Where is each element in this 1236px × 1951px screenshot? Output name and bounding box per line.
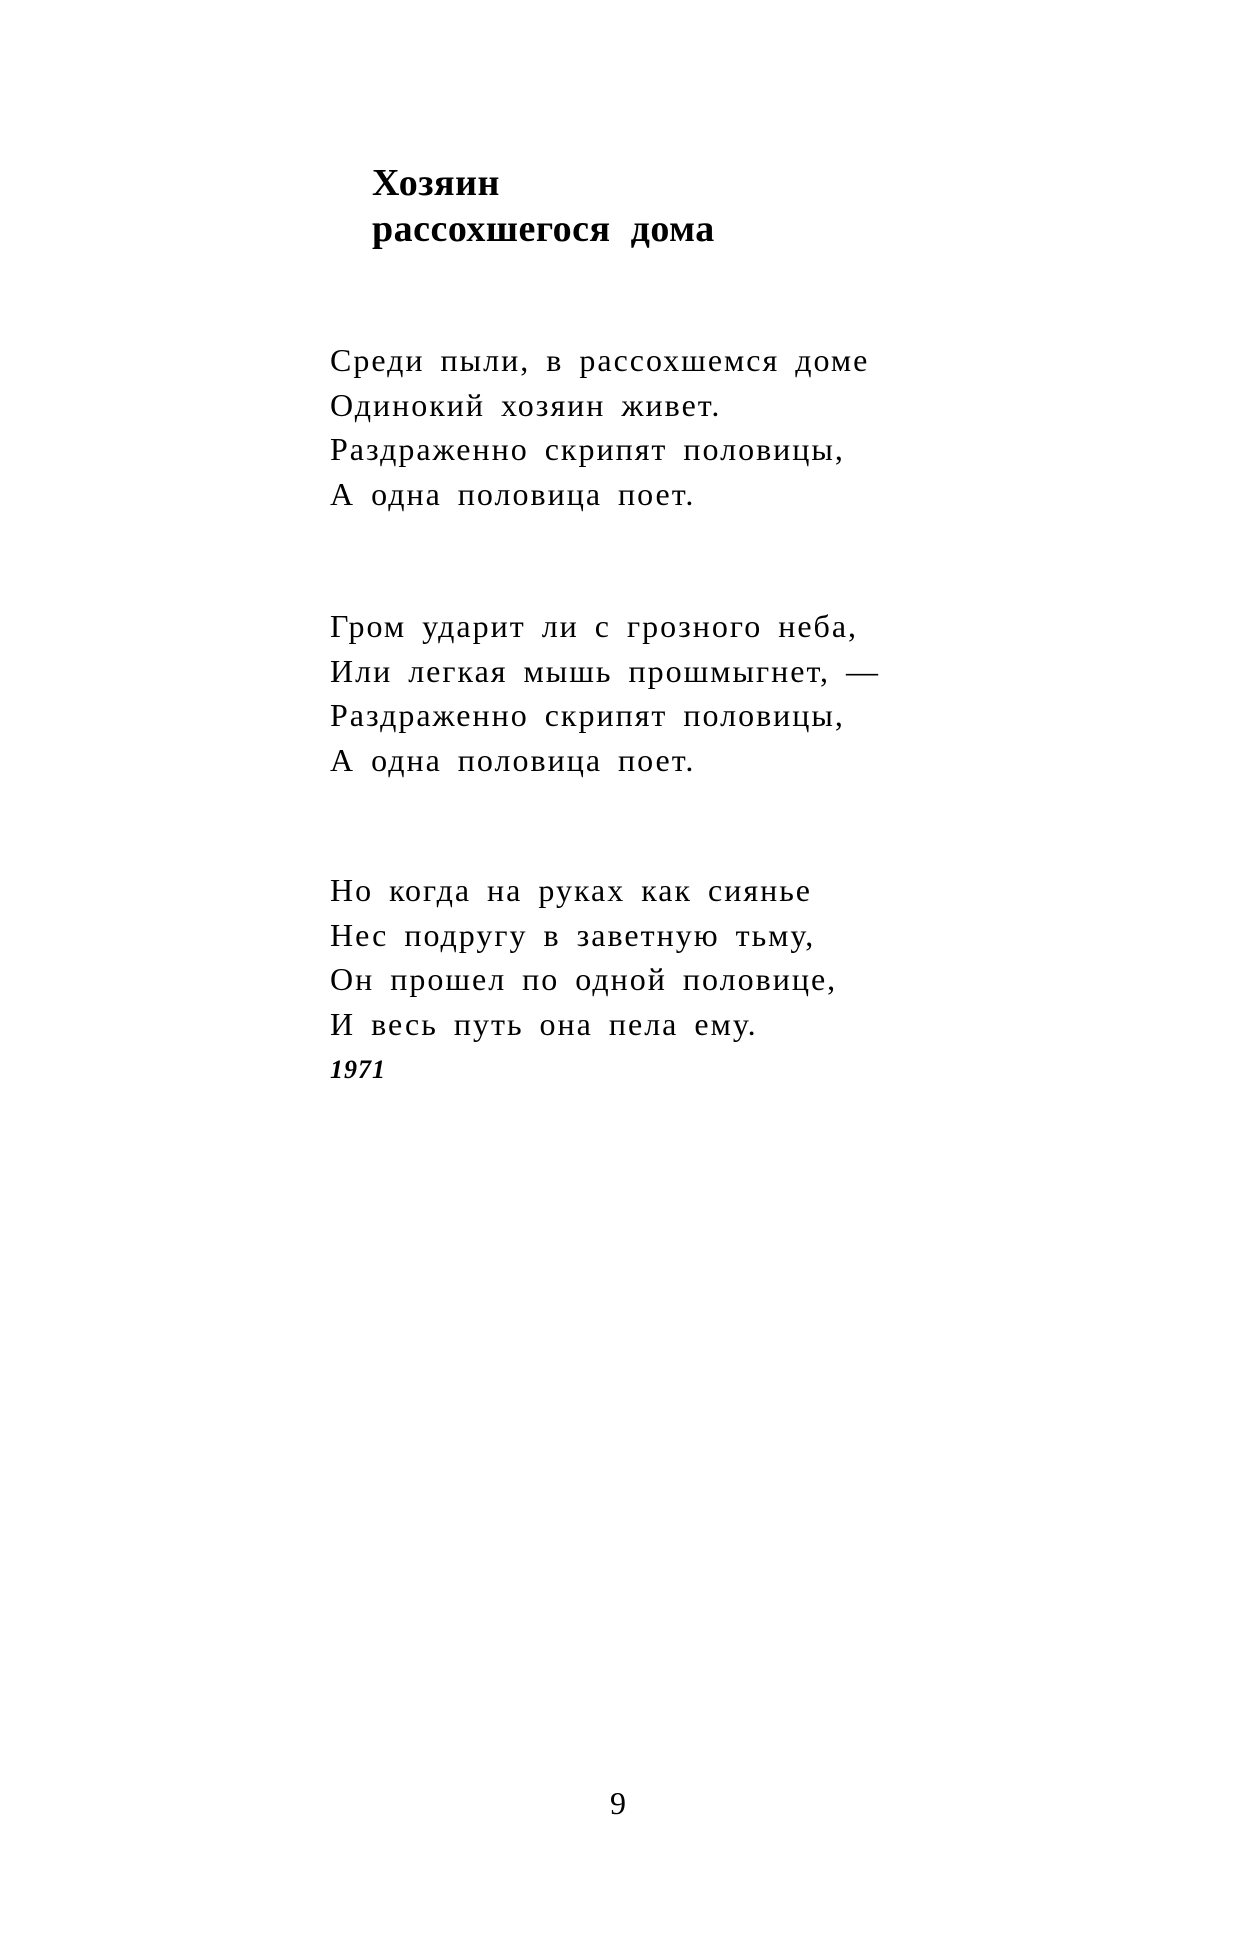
stanza-3 <box>330 868 837 1046</box>
stanza-2-line-3: Раздраженно скрипят половицы, <box>330 697 845 733</box>
poem-title-line-2: рассохшегося дома <box>372 208 715 250</box>
stanza-1 <box>330 338 869 516</box>
stanza-2 <box>330 604 880 782</box>
stanza-1-line-4: А одна половица поет. <box>330 475 696 512</box>
page-number: 9 <box>610 1785 626 1821</box>
stanza-1-line-2: Одинокий хозяин живет. <box>330 386 722 423</box>
stanza-3-line-4: И весь путь она пела ему. <box>330 1005 758 1042</box>
stanza-3-line-1: Но когда на руках как сиянье <box>330 872 812 908</box>
poem-title-line-1: Хозяин <box>372 162 500 204</box>
stanza-1-line-3: Раздраженно скрипят половицы, <box>330 431 845 467</box>
stanza-2-line-2: Или легкая мышь прошмыгнет, — <box>330 652 881 689</box>
poem-title <box>372 160 715 252</box>
stanza-1-line-1: Среди пыли, в рассохшемся доме <box>330 342 870 378</box>
stanza-2-line-4: А одна половица поет. <box>330 741 696 778</box>
stanza-3-line-2: Нес подругу в заветную тьму, <box>330 916 816 953</box>
stanza-3-line-3: Он прошел по одной половице, <box>330 961 838 997</box>
stanza-2-line-1: Гром ударит ли с грозного неба, <box>330 608 859 644</box>
poem-year: 1971 <box>330 1055 386 1084</box>
